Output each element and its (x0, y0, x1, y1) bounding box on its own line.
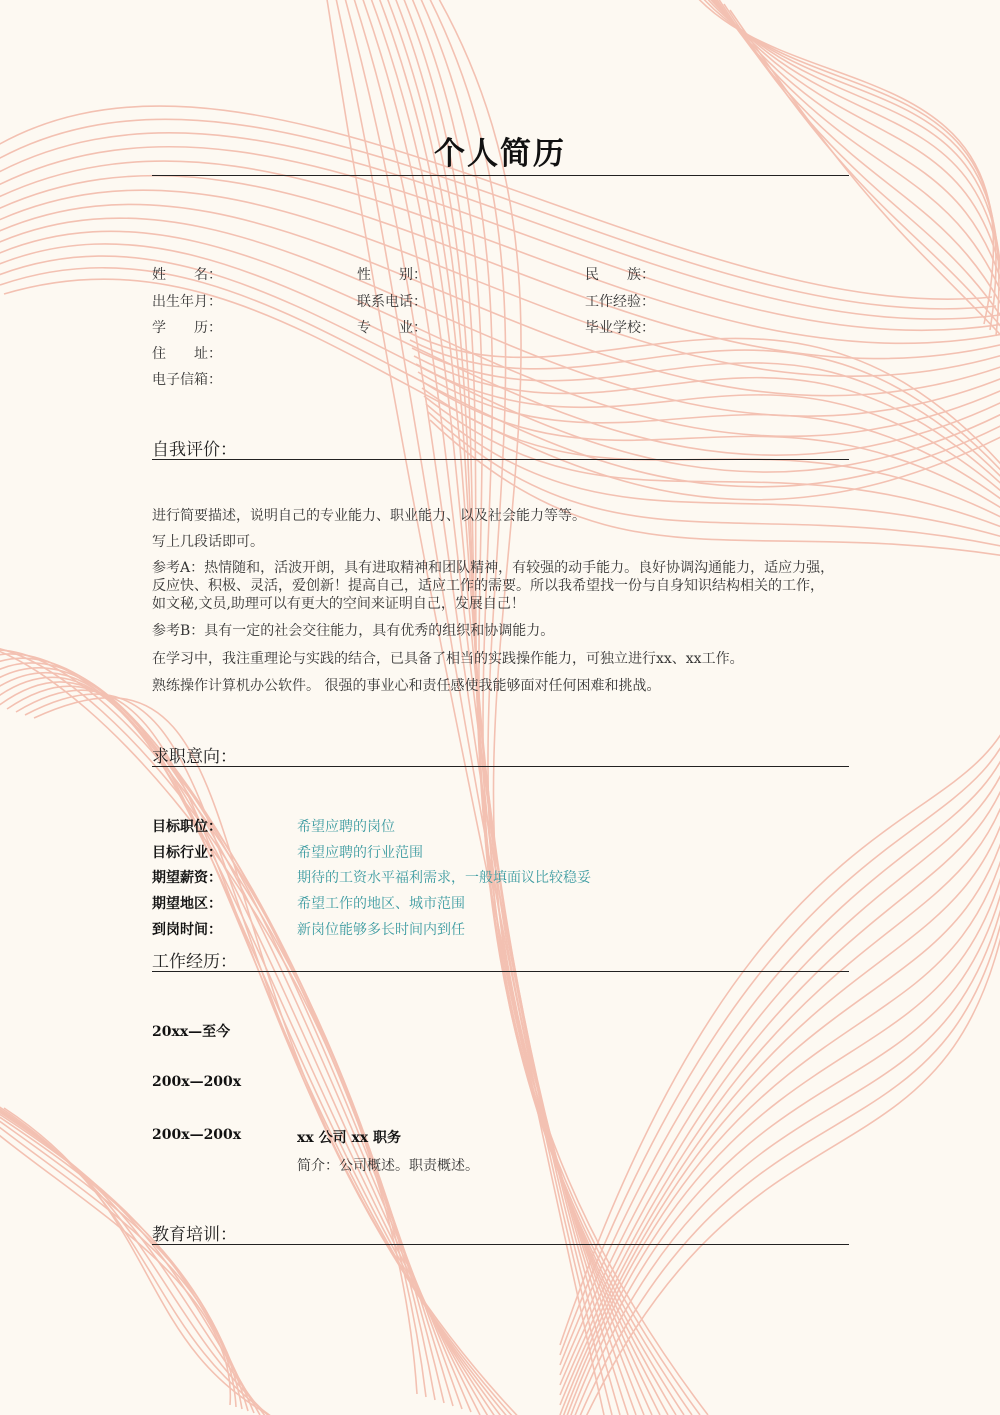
work-entry-period: 200x—200x (152, 1127, 242, 1143)
intent-row-label: 期望薪资： (152, 870, 222, 886)
info-address-label: 住 址： (152, 346, 222, 362)
intent-row-label: 目标行业： (152, 845, 222, 861)
work-entry-period: 200x—200x (152, 1074, 242, 1090)
education-divider (152, 1244, 849, 1245)
page-title: 个人简历 (434, 136, 566, 172)
info-email-label: 电子信箱： (152, 372, 222, 388)
intent-row-label: 期望地区： (152, 896, 222, 912)
work-entry-description: 简介：公司概述。职责概述。 (297, 1158, 479, 1174)
self-eval-paragraph: 熟练操作计算机办公软件。 很强的事业心和责任感使我能够面对任何困难和挑战。 (152, 678, 661, 694)
info-phone-label: 联系电话： (357, 294, 427, 310)
info-major-label: 专 业： (357, 320, 427, 336)
work-divider (152, 971, 849, 972)
self-eval-paragraph: 在学习中，我注重理论与实践的结合，已具备了相当的实践操作能力，可独立进行xx、xx工作。 (152, 651, 744, 667)
intent-row-value: 新岗位能够多长时间内到任 (297, 922, 465, 938)
intent-row-value: 希望应聘的行业范围 (297, 845, 423, 861)
intent-row-label: 到岗时间： (152, 922, 222, 938)
info-ethnicity-label: 民 族： (585, 267, 655, 283)
info-gender-label: 性 别： (357, 267, 427, 283)
info-experience-label: 工作经验： (585, 294, 655, 310)
info-education-label: 学 历： (152, 320, 222, 336)
work-entry-period: 20xx—至今 (152, 1024, 231, 1040)
info-school-label: 毕业学校： (585, 320, 655, 336)
self-eval-paragraph: 反应快、积极、灵活，爱创新！提高自己，适应工作的需要。所以我希望找一份与自身知识结构相关的工作， (152, 578, 824, 594)
self-eval-paragraph: 如文秘,文员,助理可以有更大的空间来证明自己，发展自己！ (152, 596, 525, 612)
intent-heading: 求职意向： (152, 747, 237, 767)
intent-row-value: 期待的工资水平福利需求，一般填面议比较稳妥 (297, 870, 591, 886)
self-eval-paragraph: 进行简要描述，说明自己的专业能力、职业能力、以及社会能力等等。 (152, 508, 586, 524)
intent-row-label: 目标职位： (152, 819, 222, 835)
self-eval-paragraph: 参考A：热情随和，活波开朗，具有进取精神和团队精神，有较强的动手能力。良好协调沟通能力，适应力强， (152, 560, 835, 576)
self-eval-heading: 自我评价： (152, 440, 237, 460)
self-eval-divider (152, 459, 849, 460)
self-eval-paragraph: 参考B：具有一定的社会交往能力，具有优秀的组织和协调能力。 (152, 623, 555, 639)
intent-row-value: 希望工作的地区、城市范围 (297, 896, 465, 912)
education-heading: 教育培训： (152, 1225, 237, 1245)
info-name-label: 姓 名： (152, 267, 222, 283)
work-entry-title: xx 公司 xx 职务 (297, 1130, 402, 1146)
info-birth-label: 出生年月： (152, 294, 222, 310)
title-divider (152, 175, 849, 176)
work-heading: 工作经历： (152, 952, 237, 972)
intent-row-value: 希望应聘的岗位 (297, 819, 395, 835)
intent-divider (152, 766, 849, 767)
self-eval-paragraph: 写上几段话即可。 (152, 534, 264, 550)
